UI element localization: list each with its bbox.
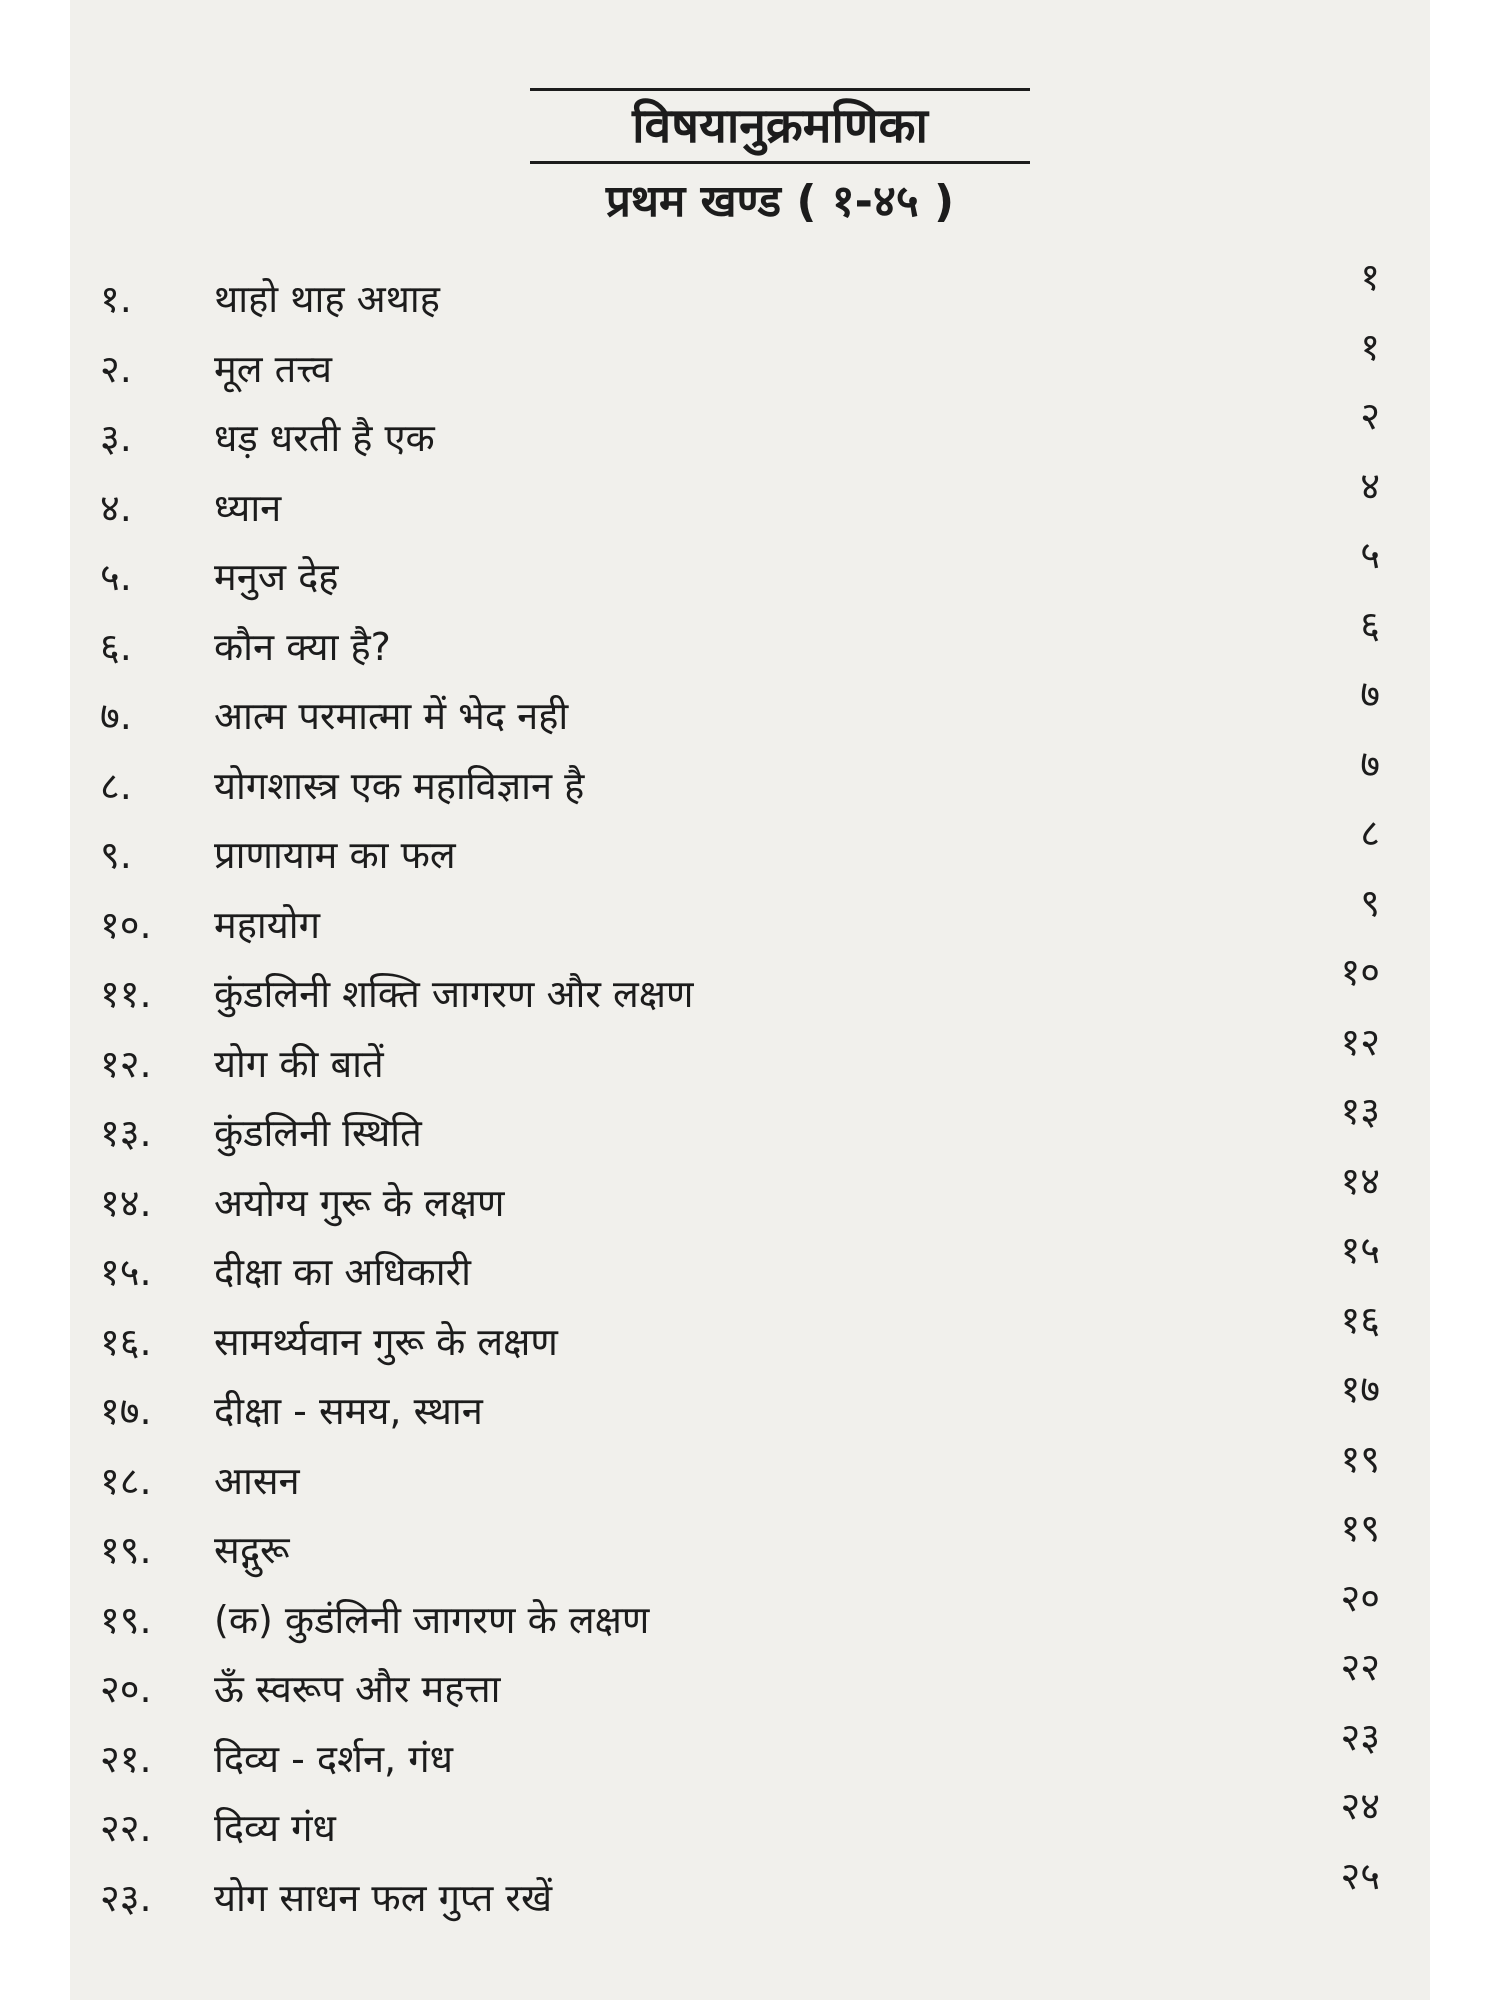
toc-entry-page: १०	[1340, 950, 1380, 994]
toc-entry-title: कुंडलिनी स्थिति	[214, 1111, 422, 1155]
toc-entry-page: २५	[1340, 1853, 1380, 1898]
toc-entry-title: ध्यान	[214, 485, 282, 530]
toc-entry	[100, 811, 1410, 884]
toc-entry-title: अयोग्य गुरू के लक्षण	[214, 1180, 505, 1225]
toc-entry-page: १२	[1340, 1019, 1380, 1064]
toc-entry-title: दीक्षा - समय, स्थान	[214, 1389, 483, 1433]
toc-entry-title: धड़ धरती है एक	[214, 416, 435, 460]
toc-entry-page: १९	[1340, 1506, 1380, 1550]
toc-entry	[100, 1645, 1410, 1718]
toc-entry-number: १२.	[100, 1041, 152, 1086]
toc-entry	[100, 950, 1410, 1023]
toc-entry-page: १७	[1340, 1367, 1380, 1411]
toc-entry	[100, 672, 1410, 745]
toc-entry-page: १	[1360, 255, 1380, 299]
toc-entry-title: योग साधन फल गुप्त रखें	[214, 1875, 553, 1920]
toc-entry-number: ९.	[100, 833, 132, 877]
toc-entry	[100, 1506, 1410, 1579]
toc-entry-title: मूल तत्त्व	[214, 346, 333, 391]
toc-entry-title: ऊँ स्वरूप और महत्ता	[214, 1667, 501, 1711]
toc-entry-title: योग की बातें	[214, 1041, 384, 1086]
toc-entry-number: ८.	[100, 763, 132, 808]
toc-entry-title: मनुज देह	[214, 555, 339, 599]
toc-entry-number: १९.	[100, 1597, 152, 1642]
toc-entry	[100, 1089, 1410, 1162]
toc-entry-title: दिव्य - दर्शन, गंध	[214, 1736, 453, 1781]
book-page	[70, 0, 1430, 2000]
toc-entry-page: ४	[1360, 463, 1380, 508]
toc-entry-page: २०	[1340, 1575, 1380, 1620]
toc-entry-number: ७.	[100, 694, 132, 738]
toc-entry-page: १९	[1340, 1436, 1380, 1481]
toc-entry	[100, 1297, 1410, 1371]
toc-entry	[100, 741, 1410, 815]
toc-entry-number: १९.	[100, 1528, 152, 1572]
toc-entry-page: ५	[1360, 533, 1380, 577]
toc-entry-number: ५.	[100, 555, 132, 599]
toc-entry-page: १३	[1340, 1089, 1380, 1133]
toc-entry	[100, 463, 1410, 537]
toc-entry-title: आत्म परमात्मा में भेद नही	[214, 694, 569, 738]
toc-entry-number: २३.	[100, 1875, 152, 1920]
toc-entry	[100, 1575, 1410, 1649]
toc-entry-page: ७	[1360, 741, 1380, 786]
toc-entry	[100, 1019, 1410, 1093]
toc-entry-page: १४	[1340, 1158, 1380, 1203]
toc-entry-number: २२.	[100, 1806, 152, 1850]
toc-entry-page: २	[1360, 394, 1380, 438]
toc-entry-number: ११.	[100, 972, 152, 1016]
toc-entry-title: (क) कुडंलिनी जागरण के लक्षण	[214, 1597, 650, 1642]
toc-entry	[100, 1158, 1410, 1232]
toc-entry-title: महायोग	[214, 902, 321, 947]
toc-entry-number: १३.	[100, 1111, 152, 1155]
toc-entry	[100, 880, 1410, 954]
toc-entry-title: सामर्थ्यवान गुरू के लक्षण	[214, 1319, 558, 1364]
toc-entry	[100, 533, 1410, 606]
toc-entry-number: २.	[100, 346, 132, 391]
toc-entry-number: २०.	[100, 1667, 152, 1711]
toc-entry-page: ९	[1360, 880, 1380, 925]
toc-entry-title: आसन	[214, 1458, 300, 1503]
toc-entry-page: १	[1360, 324, 1380, 369]
toc-entry	[100, 1853, 1410, 1927]
toc-entry-page: ८	[1360, 811, 1380, 855]
toc-entry-page: १५	[1340, 1228, 1380, 1272]
toc-entry-page: २३	[1340, 1714, 1380, 1759]
toc-entry	[100, 1436, 1410, 1510]
toc-entry-number: ३.	[100, 416, 132, 460]
toc-entry	[100, 602, 1410, 676]
toc-entry-page: १६	[1340, 1297, 1380, 1342]
toc-entry	[100, 1228, 1410, 1301]
toc-entry-title: कौन क्या है?	[214, 624, 391, 669]
toc-entry-page: ७	[1360, 672, 1380, 716]
toc-entry	[100, 1784, 1410, 1857]
toc-entry	[100, 324, 1410, 398]
toc-entry-number: १७.	[100, 1389, 152, 1433]
section-heading: प्रथम खण्ड ( १-४५ )	[605, 176, 955, 227]
toc-entry-title: प्राणायाम का फल	[214, 833, 456, 877]
toc-entry-number: १५.	[100, 1250, 152, 1294]
table-of-contents	[100, 255, 1410, 1926]
toc-entry-number: २१.	[100, 1736, 152, 1781]
toc-entry-number: १६.	[100, 1319, 152, 1364]
index-title: विषयानुक्रमणिका	[530, 88, 1030, 164]
toc-entry-number: ६.	[100, 624, 132, 669]
toc-entry-number: १८.	[100, 1458, 152, 1503]
toc-entry-page: २२	[1340, 1645, 1380, 1689]
toc-entry-title: योगशास्त्र एक महाविज्ञान है	[214, 763, 585, 808]
toc-entry-number: १०.	[100, 902, 152, 947]
toc-entry-number: १.	[100, 277, 132, 321]
toc-entry-page: ६	[1360, 602, 1380, 647]
toc-entry	[100, 1367, 1410, 1440]
toc-entry-title: दीक्षा का अधिकारी	[214, 1250, 471, 1294]
toc-entry-title: थाहो थाह अथाह	[214, 277, 440, 321]
toc-entry-number: १४.	[100, 1180, 152, 1225]
toc-entry-number: ४.	[100, 485, 132, 530]
toc-entry-title: कुंडलिनी शक्ति जागरण और लक्षण	[214, 972, 694, 1016]
toc-entry	[100, 1714, 1410, 1788]
toc-entry-page: २४	[1340, 1784, 1380, 1828]
toc-entry	[100, 394, 1410, 467]
toc-entry	[100, 255, 1410, 328]
toc-entry-title: दिव्य गंध	[214, 1806, 336, 1850]
toc-entry-title: सद्गुरू	[214, 1528, 290, 1572]
